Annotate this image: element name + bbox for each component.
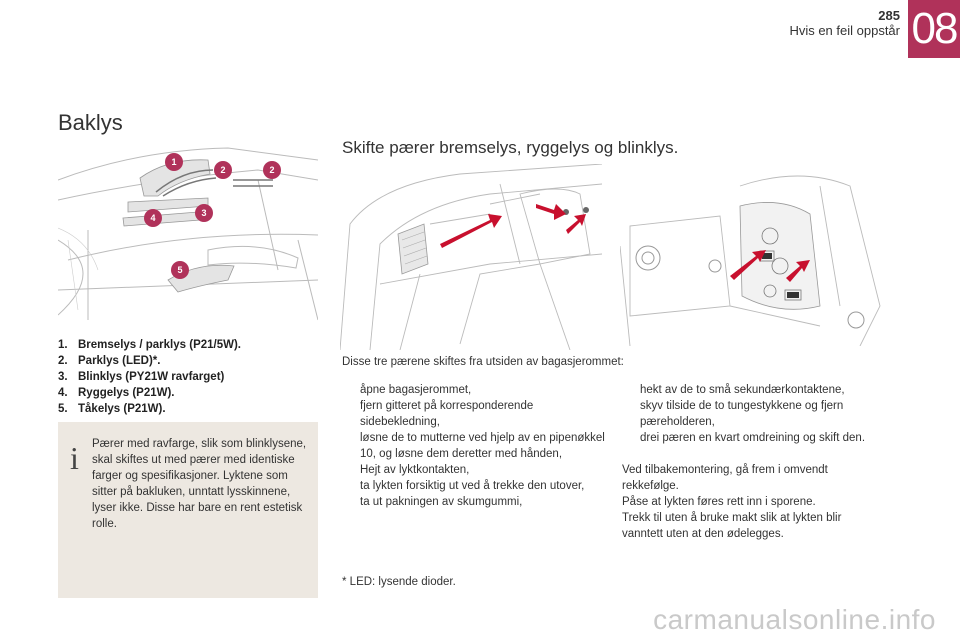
watermark: carmanualsonline.info [653,604,936,635]
procedure-title: Skifte pærer bremselys, ryggelys og blinklys. [342,138,679,157]
bulb-item: 2. Parklys (LED)*. [58,355,161,367]
list-item: åpne bagasjerommet, [360,384,472,396]
paragraph: Påse at lykten føres rett inn i sporene. [622,496,816,508]
steps-list-right [622,382,887,446]
list-item: fjern gitteret på korresponderende sidebekledning, [360,400,534,428]
bulb-legend [58,337,241,417]
lamp-holder-illustration [620,166,890,346]
intro-text: Disse tre pærene skiftes fra utsiden av bagasjerommet: [342,356,624,368]
bulb-item: 3. Blinklys (PY21W ravfarget) [58,371,225,383]
info-icon: i [70,440,79,476]
callout-1: 1 [171,157,177,167]
callout-3: 3 [201,208,207,218]
page-number: 285 [878,8,900,23]
chapter-badge: 08 [908,0,960,58]
info-text: Pærer med ravfarge, slik som blinklysene, skal skiftes ut med pærer med identiske farger og spesifikasjoner. Lyktene som sitter på bakluken, unntatt lysskinnene, lyser ikke. Disse har bare en rent estetisk rolle. [92,438,307,530]
list-item: hekt av de to små sekundærkontaktene, [640,384,845,396]
bulb-item: 4. Ryggelys (P21W). [58,387,175,399]
bulb-item: 1. Bremselys / parklys (P21/5W). [58,339,241,351]
reassembly-notes [622,462,882,542]
bulb-item: 5. Tåkelys (P21W). [58,403,166,415]
callout-2a: 2 [220,165,226,175]
list-item: ta ut pakningen av skumgummi, [360,496,523,508]
footnote: * LED: lysende dioder. [342,576,456,588]
list-item: ta lykten forsiktig ut ved å trekke den utover, [360,480,585,492]
info-box [58,422,318,598]
page-title: Baklys [58,110,123,135]
steps-list-left [342,382,607,510]
paragraph: Ved tilbakemontering, gå frem i omvendt rekkefølge. [622,464,828,492]
callout-2b: 2 [269,165,275,175]
callout-5: 5 [177,265,183,275]
rear-lights-illustration [58,140,318,330]
list-item: skyv tilside de to tungestykkene og fjern pæreholderen, [640,400,844,428]
trunk-illustration [340,164,602,350]
paragraph: Trekk til uten å bruke makt slik at lykten blir vanntett uten at den ødelegges. [622,512,842,540]
list-item: drei pæren en kvart omdreining og skift den. [640,432,866,444]
list-item: løsne de to mutterne ved hjelp av en pipenøkkel 10, og løsne dem deretter med hånden, [360,432,605,460]
callout-4: 4 [150,213,156,223]
list-item: Hejt av lyktkontakten, [360,464,470,476]
section-title: Hvis en feil oppstår [789,23,900,38]
